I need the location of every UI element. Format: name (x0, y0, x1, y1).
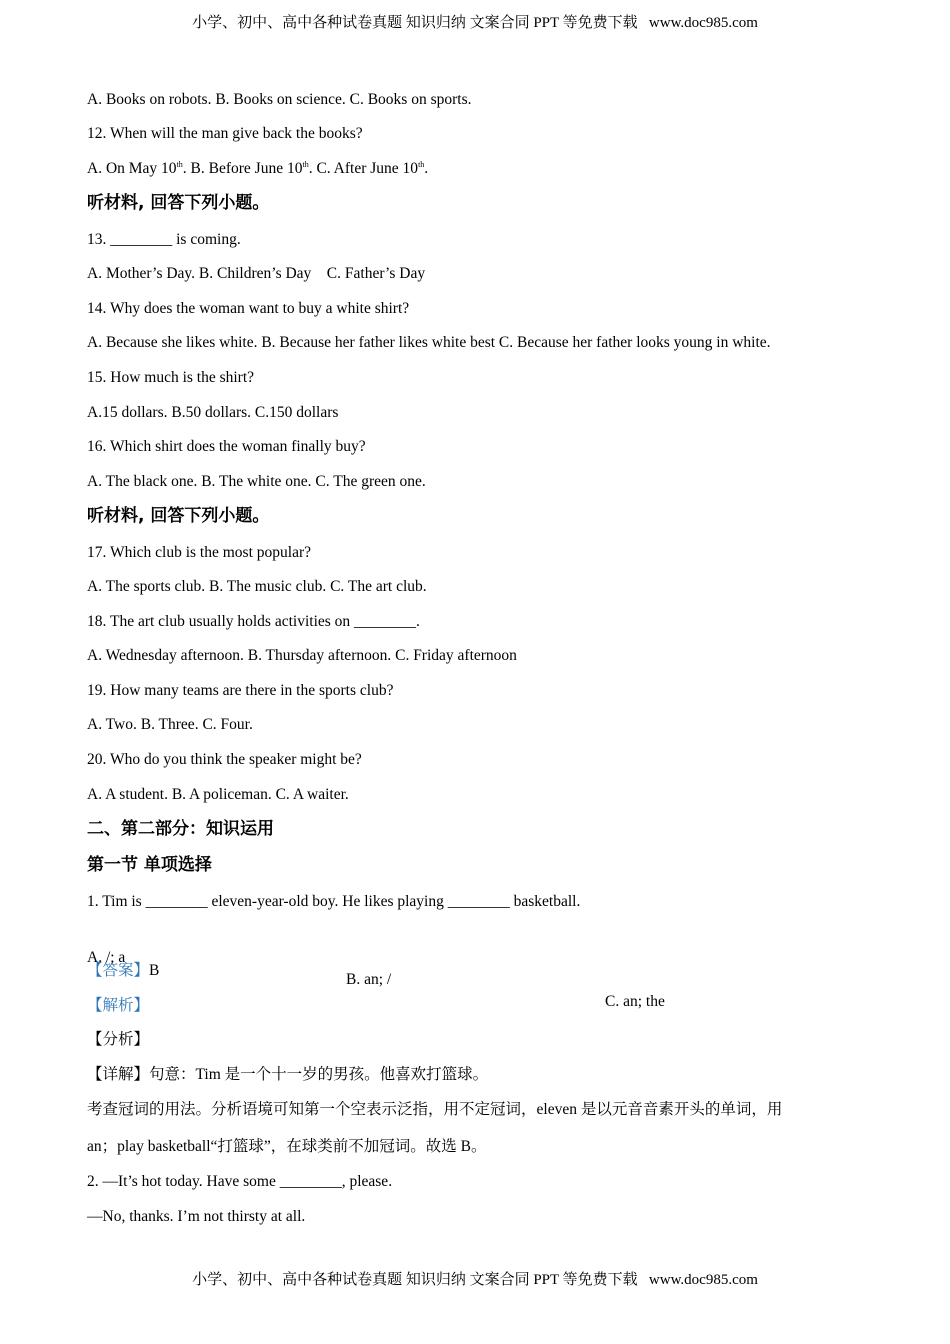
mc1-option-c: C. an; the (605, 993, 665, 1010)
q16-question: 16. Which shirt does the woman finally buy? (87, 438, 366, 455)
q12-question: 12. When will the man give back the books? (87, 125, 363, 142)
q17-options: A. The sports club. B. The music club. C. The art club. (87, 578, 427, 595)
explanation-line-1: 考查冠词的用法。分析语境可知第一个空表示泛指，用不定冠词，eleven 是以元音音素开头的单词，用 (87, 1101, 783, 1118)
analysis-label: 【解析】 (87, 997, 150, 1014)
page-header: 小学、初中、高中各种试卷真题 知识归纳 文案合同 PPT 等免费下载 www.doc985.com (192, 15, 758, 31)
q11-options: A. Books on robots. B. Books on science. C. Books on sports. (87, 91, 472, 108)
q14-question: 14. Why does the woman want to buy a white shirt? (87, 300, 410, 317)
instruction-heading-1: 听材料, 回答下列小题。 (87, 193, 270, 213)
q12-options: A. On May 10th. B. Before June 10th. C. After June 10th. (87, 160, 429, 177)
q20-options: A. A student. B. A policeman. C. A waiter. (87, 786, 349, 803)
mc1-option-a: A. /; a (87, 949, 126, 966)
mc1-answer (87, 960, 159, 982)
q20-question: 20. Who do you think the speaker might be? (87, 751, 362, 768)
answer-label: 【答案】 (87, 962, 150, 979)
q17-question: 17. Which club is the most popular? (87, 544, 311, 561)
instruction-heading-2: 听材料, 回答下列小题。 (87, 506, 270, 526)
mc2-question: 2. —It’s hot today. Have some ________, please. (87, 1173, 393, 1190)
mc2-reply: —No, thanks. I’m not thirsty at all. (87, 1208, 306, 1225)
q13-question: 13. ________ is coming. (87, 231, 241, 248)
q19-question: 19. How many teams are there in the sports club? (87, 682, 394, 699)
answer-value: B (149, 962, 160, 979)
section1-title: 第一节 单项选择 (87, 855, 212, 875)
detail-line: 【详解】句意：Tim 是一个十一岁的男孩。他喜欢打篮球。 (87, 1066, 489, 1083)
mc1-question: 1. Tim is ________ eleven-year-old boy. He likes playing ________ basketball. (87, 893, 581, 910)
q15-question: 15. How much is the shirt? (87, 369, 255, 386)
mc1-option-b: B. an; / (346, 971, 392, 988)
part2-title: 二、第二部分：知识运用 (87, 819, 274, 839)
q16-options: A. The black one. B. The white one. C. The green one. (87, 473, 426, 490)
q13-options: A. Mother’s Day. B. Children’s Day C. Father’s Day (87, 265, 426, 282)
mc1-options (87, 925, 867, 1013)
fenxi-label: 【分析】 (87, 1031, 150, 1048)
q15-options: A.15 dollars. B.50 dollars. C.150 dollars (87, 404, 339, 421)
q14-options: A. Because she likes white. B. Because her father likes white best C. Because her father looks young in white. (87, 334, 771, 351)
q18-options: A. Wednesday afternoon. B. Thursday afternoon. C. Friday afternoon (87, 647, 517, 664)
page-footer: 小学、初中、高中各种试卷真题 知识归纳 文案合同 PPT 等免费下载 www.doc985.com (192, 1272, 758, 1288)
explanation-line-2: an；play basketball“打篮球”，在球类前不加冠词。故选 B。 (87, 1138, 487, 1155)
q18-question: 18. The art club usually holds activities on ________. (87, 613, 420, 630)
q19-options: A. Two. B. Three. C. Four. (87, 716, 253, 733)
